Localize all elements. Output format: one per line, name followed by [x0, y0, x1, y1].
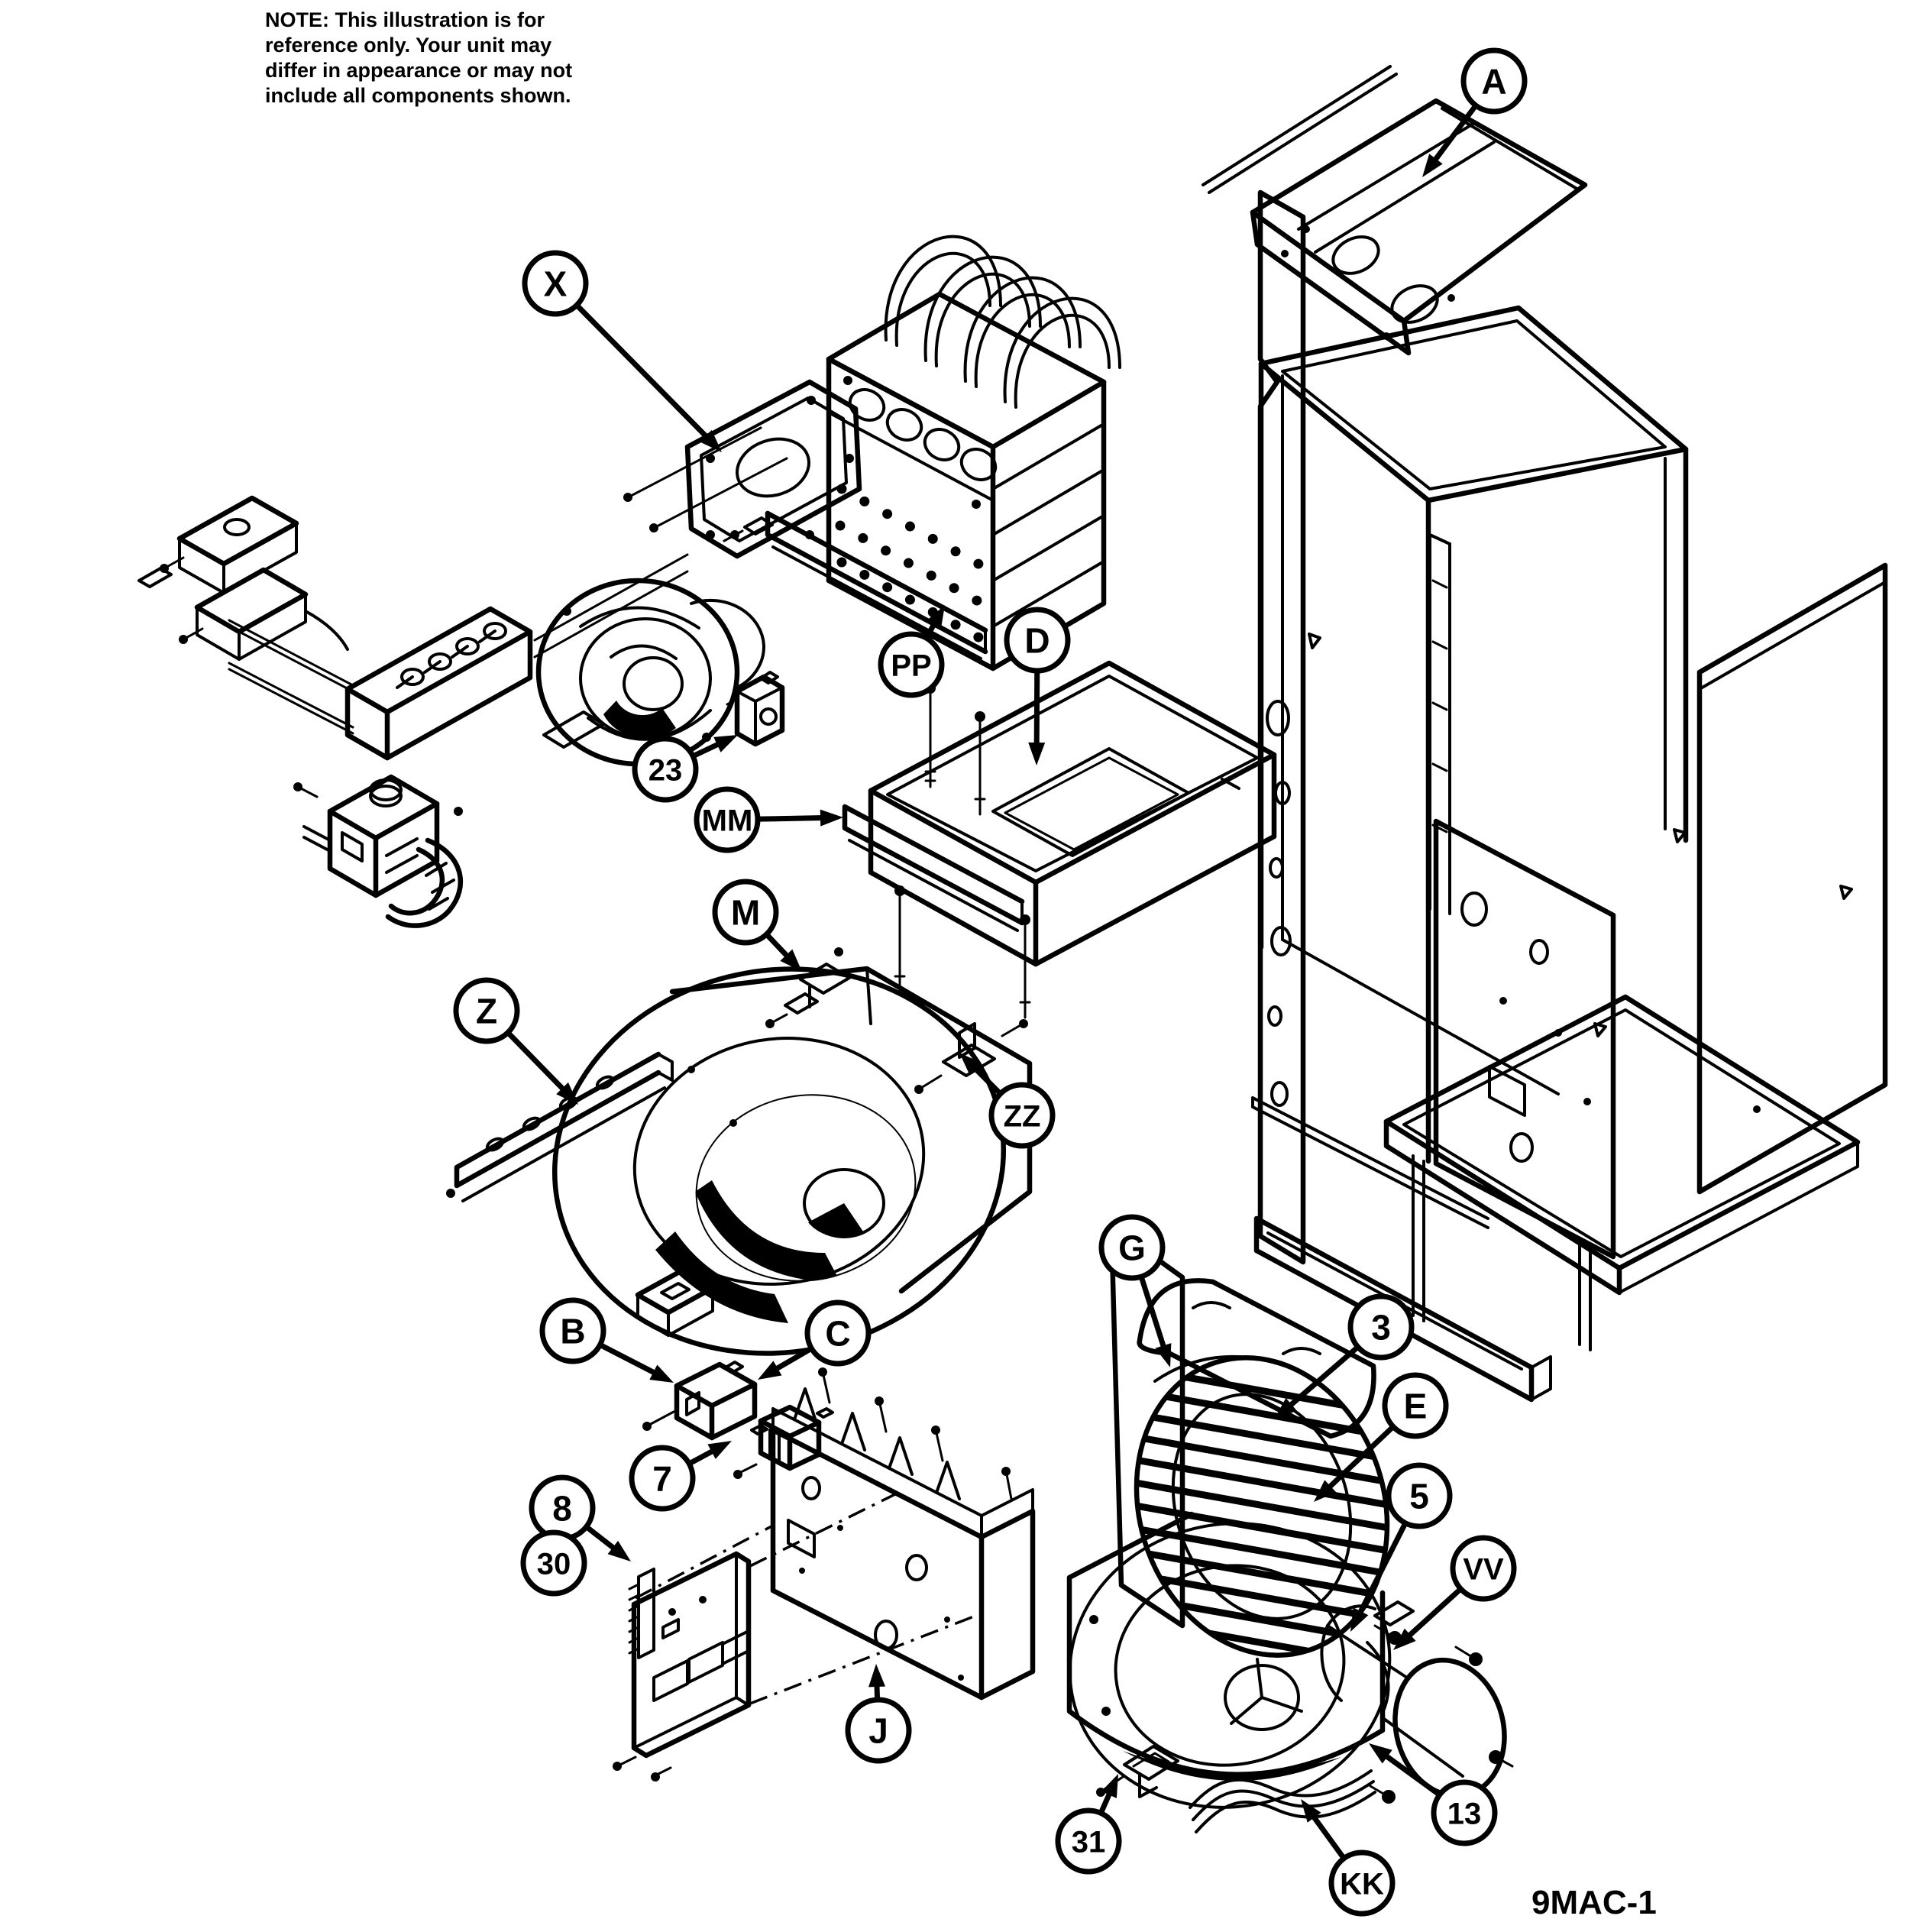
svg-text:VV: VV: [1463, 1552, 1504, 1587]
note-line: include all components shown.: [265, 84, 571, 107]
svg-text:C: C: [825, 1313, 851, 1354]
svg-text:31: 31: [1071, 1825, 1106, 1859]
svg-text:3: 3: [1371, 1307, 1391, 1348]
bracket-m: [765, 947, 849, 1028]
note-line: differ in appearance or may not: [265, 59, 573, 82]
svg-text:8: 8: [552, 1488, 572, 1529]
callout-X: [525, 253, 722, 452]
lower-blower-assembly: [1047, 1226, 1519, 1833]
note-line: reference only. Your unit may: [265, 34, 552, 57]
gas-valve: [293, 777, 463, 926]
callout-B: [542, 1300, 674, 1383]
svg-text:7: 7: [652, 1458, 672, 1499]
svg-text:MM: MM: [701, 804, 753, 838]
callout-MM: [697, 789, 843, 850]
callout-M: [715, 882, 802, 972]
cabinet: [1253, 193, 1885, 1400]
svg-text:30: 30: [536, 1547, 571, 1581]
note-line: NOTE: This illustration is for: [265, 8, 545, 31]
svg-text:E: E: [1403, 1386, 1428, 1426]
svg-text:ZZ: ZZ: [1003, 1099, 1041, 1134]
callout-31: [1058, 1774, 1119, 1872]
svg-text:D: D: [1024, 620, 1050, 661]
callout-VV: [1393, 1538, 1514, 1650]
pan-screws: [894, 683, 1030, 1018]
callout-30: [523, 1532, 584, 1594]
callout-Z: [456, 980, 578, 1105]
circuit-board: [613, 1491, 982, 1782]
svg-text:23: 23: [648, 753, 683, 788]
support-rail-z: [446, 1054, 672, 1201]
callout-layer: [456, 50, 1525, 1914]
control-box-assembly: [613, 1362, 1033, 1782]
svg-text:A: A: [1481, 61, 1507, 102]
inducer-assembly: [535, 382, 859, 764]
svg-text:13: 13: [1447, 1797, 1482, 1831]
callout-ZZ: [959, 1053, 1053, 1146]
svg-text:KK: KK: [1340, 1867, 1384, 1901]
callout-J: [848, 1664, 909, 1761]
burner-assembly: [139, 498, 530, 758]
callout-7: [632, 1441, 732, 1509]
callout-A: [1422, 50, 1525, 177]
svg-text:5: 5: [1409, 1476, 1429, 1516]
svg-text:X: X: [543, 264, 568, 304]
svg-text:PP: PP: [891, 649, 932, 683]
callout-PP: [881, 605, 945, 695]
heat-exchanger: [829, 237, 1120, 668]
svg-text:J: J: [868, 1710, 888, 1751]
figure-code: 9MAC-1: [1531, 1884, 1657, 1921]
svg-text:G: G: [1118, 1228, 1146, 1268]
callout-KK: [1301, 1799, 1392, 1914]
svg-text:B: B: [560, 1311, 586, 1351]
svg-text:M: M: [730, 892, 761, 933]
svg-text:Z: Z: [475, 991, 498, 1031]
